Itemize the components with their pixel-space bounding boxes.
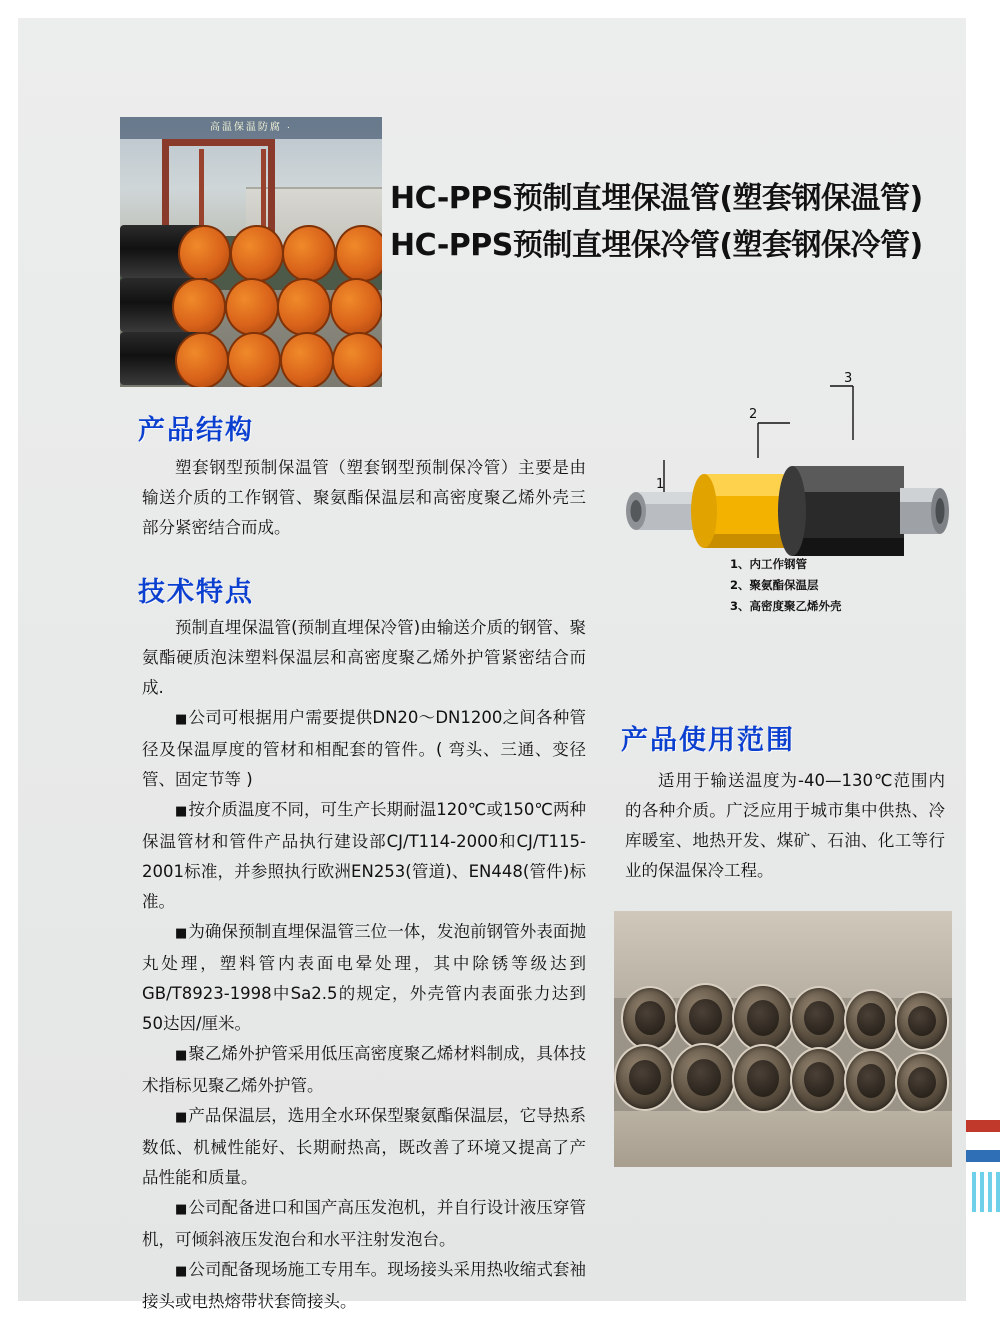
pipe-end-grid [614,978,952,1116]
diagram-callout-3: 3 [844,371,853,386]
diagram-legend [730,554,842,617]
product-title-block [390,176,950,269]
brochure-panel [18,18,966,1311]
section-body-usage [625,766,945,886]
paragraph: 塑套钢型预制保温管（塑套钢型预制保冷管）主要是由输送介质的工作钢管、聚氨酯保温层和高密度聚乙烯外壳三部分紧密结合而成。 [142,458,586,537]
edge-pipe-red [966,1120,1000,1132]
section-heading-structure: 产品结构 [138,415,254,446]
hero-gantry-crane-inner [199,149,267,230]
product-title-line-1: HC-PPS预制直埋保温管(塑套钢保温管) [390,181,923,216]
edge-pipe-blue [966,1150,1000,1162]
paragraph: 预制直埋保温管(预制直埋保冷管)由输送介质的钢管、聚氨酯硬质泡沫塑料保温层和高密度聚乙烯外护管紧密结合而成. [142,618,586,697]
section-body-structure [142,453,586,543]
hero-photo-pipe-yard [120,117,382,387]
diagram-callout-2: 2 [749,407,758,422]
edge-grid-pattern [972,1172,1000,1212]
diagram-callout-1: 1 [656,477,665,492]
hero-photo-caption: 高温保温防腐 · [120,117,382,139]
paragraph: ■ 公司可根据用户需要提供DN20～DN1200之间各种管径及保温厚度的管材和相配套的管件。( 弯头、三通、变径管、固定节等 ) [142,703,586,795]
section-heading-tech: 技术特点 [138,577,254,608]
diagram-legend-item-3: 3、高密度聚乙烯外壳 [730,599,842,613]
edge-decoration [966,1120,1000,1240]
paragraph: ■ 产品保温层，选用全水环保型聚氨酯保温层，它导热系数低、机械性能好、长期耐热高，既改善了环境又提高了产品性能和质量。 [142,1101,586,1193]
paragraph: ■ 公司配备进口和国产高压发泡机，并自行设计液压穿管机，可倾斜液压发泡台和水平注射发泡台。 [142,1193,586,1255]
product-title-line-2: HC-PPS预制直埋保冷管(塑套钢保冷管) [390,227,923,263]
paragraph: 适用于输送温度为-40—130℃范围内的各种介质。广泛应用于城市集中供热、冷库暖室、地热开发、煤矿、石油、化工等行业的保温保冷工程。 [625,771,945,880]
paragraph: ■ 公司配备现场施工专用车。现场接头采用热收缩式套袖接头或电热熔带状套筒接头。 [142,1255,586,1317]
diagram-legend-item-1: 1、内工作钢管 [730,557,808,571]
paragraph: ■ 按介质温度不同，可生产长期耐温120℃或150℃两种保温管材和管件产品执行建设部CJ/T114-2000和CJ/T115-2001标准，并参照执行欧洲EN253(管道)、EN448(管件)标准。 [142,795,586,917]
hero-pipe-stack [120,225,382,387]
paragraph: ■ 聚乙烯外护管采用低压高密度聚乙烯材料制成，具体技术指标见聚乙烯外护管。 [142,1039,586,1101]
section-heading-usage: 产品使用范围 [621,725,795,756]
warehouse-floor [614,1111,952,1167]
diagram-legend-item-2: 2、聚氨酯保温层 [730,578,819,592]
section-body-tech [142,613,586,1317]
photo-pipe-ends-warehouse [614,911,952,1167]
paragraph: ■ 为确保预制直埋保温管三位一体，发泡前钢管外表面抛丸处理，塑料管内表面电晕处理，其中除锈等级达到GB/T8923-1998中Sa2.5的规定，外壳管内表面张力达到50达因/厘米。 [142,917,586,1039]
